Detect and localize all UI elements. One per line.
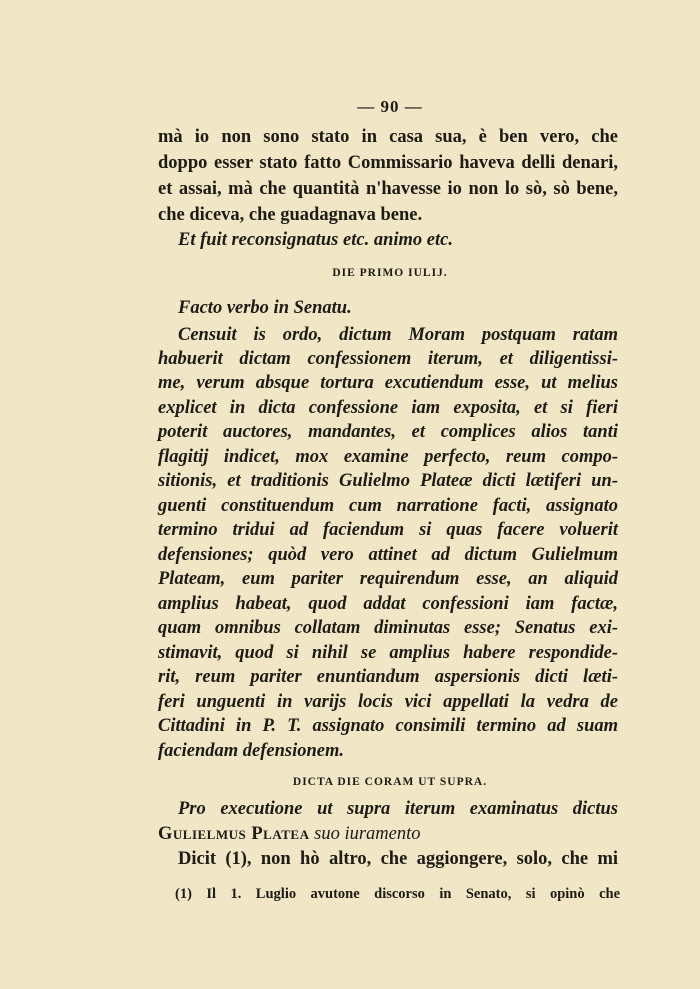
censuit-line: flagitij indicet, mox examine perfecto, reum compo- (158, 447, 618, 467)
text-line: et assai, mà che quantità n'havesse io non lo sò, sò bene, (158, 179, 618, 199)
censuit-line: poterit auctores, mandantes, et complices alios tanti (158, 422, 618, 442)
censuit-line: amplius habeat, quod addat confessioni iam factæ, (158, 594, 618, 614)
execution-line: Dicit (1), non hò altro, che aggiongere, solo, che mi (178, 849, 618, 869)
censuit-line: rit, reum pariter enuntiandum aspersionis dicti læti- (158, 667, 618, 687)
date-heading: DIE PRIMO IULIJ. (332, 267, 448, 279)
censuit-line: stimavit, quod si nihil se amplius habere respondide- (158, 643, 618, 663)
page-number: — 90 — (357, 97, 423, 116)
text-line: mà io non sono stato in casa sua, è ben vero, che (158, 127, 618, 147)
name-smallcaps: Gulielmus Platea (158, 824, 310, 844)
censuit-line: sitionis, et traditionis Gulielmo Plateæ dicti lætiferi un- (158, 471, 618, 491)
censuit-line: Cittadini in P. T. assignato consimili termino ad suam (158, 716, 618, 736)
senate-line: Facto verbo in Senatu. (178, 298, 352, 318)
censuit-line: habuerit dictam confessionem iterum, et diligentissi- (158, 349, 618, 369)
censuit-line: explicet in dicta confessione iam exposita, et si fieri (158, 398, 618, 418)
censuit-line: faciendam defensionem. (158, 741, 345, 761)
censuit-line: Plateam, eum pariter requirendum esse, an aliquid (158, 569, 618, 589)
censuit-line: me, verum absque tortura excutiendum esse, ut melius (158, 373, 618, 393)
text-line: doppo esser stato fatto Commissario haveva delli denari, (158, 153, 618, 173)
censuit-line: Censuit is ordo, dictum Moram postquam ratam (178, 325, 618, 345)
censuit-line: defensiones; quòd vero attinet ad dictum Gulielmum (158, 545, 618, 565)
text-line: che diceva, che guadagnava bene. (158, 205, 423, 225)
reconsignment-line: Et fuit reconsignatus etc. animo etc. (178, 230, 453, 250)
execution-line: Gulielmus Platea suo iuramento (158, 824, 421, 844)
execution-line: Pro executione ut supra iterum examinatus dictus (178, 799, 618, 819)
censuit-line: feri unguenti in varijs locis vici appellati la vedra de (158, 692, 618, 712)
footnote: (1) Il 1. Luglio avutone discorso in Senato, si opinò che (175, 886, 620, 902)
session-heading: DICTA DIE CORAM UT SUPRA. (292, 776, 488, 788)
censuit-line: guenti constituendum cum narratione facti, assignato (158, 496, 618, 516)
censuit-line: quam omnibus collatam diminutas esse; Senatus exi- (158, 618, 618, 638)
censuit-line: termino tridui ad faciendum si quas facere voluerit (158, 520, 618, 540)
